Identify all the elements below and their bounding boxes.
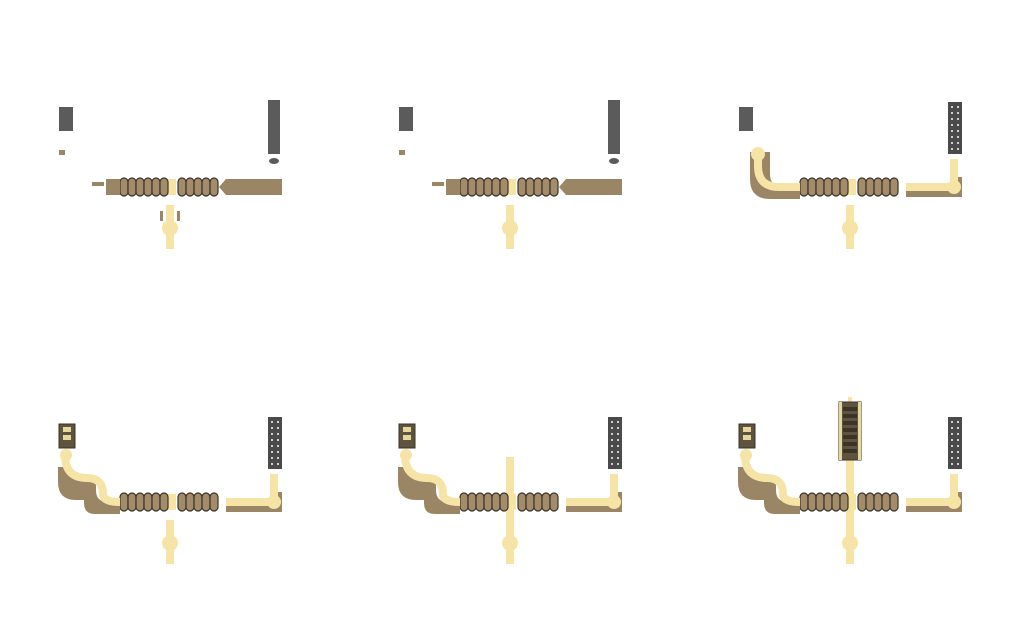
stub-bracket bbox=[177, 211, 180, 221]
frame-2-board bbox=[390, 90, 630, 290]
coil-segment bbox=[550, 178, 558, 196]
center-vertical-rail bbox=[846, 457, 854, 527]
coil-segment bbox=[476, 493, 484, 511]
chip-dot bbox=[951, 439, 953, 441]
chip-dot bbox=[957, 433, 959, 435]
chip-dot bbox=[957, 148, 959, 150]
coil-segment bbox=[152, 178, 160, 196]
chip-dot bbox=[277, 451, 279, 453]
frame-1 bbox=[50, 90, 290, 290]
chip-dot bbox=[277, 457, 279, 459]
chip-dot bbox=[617, 445, 619, 447]
chip-dot bbox=[277, 445, 279, 447]
chip-dot bbox=[271, 427, 273, 429]
coil-segment bbox=[136, 178, 144, 196]
chip-dot bbox=[277, 427, 279, 429]
coil-segment bbox=[160, 493, 168, 511]
dark-bar bbox=[608, 100, 620, 154]
chip-dot bbox=[271, 463, 273, 465]
chip-dot bbox=[951, 421, 953, 423]
chip-dot bbox=[277, 433, 279, 435]
coil-segment bbox=[500, 493, 508, 511]
coil-segment bbox=[194, 178, 202, 196]
chip-dot bbox=[957, 106, 959, 108]
elbow-rail bbox=[566, 474, 614, 502]
ladder-rung bbox=[403, 435, 411, 440]
coil-segment bbox=[866, 178, 874, 196]
frame-5-board bbox=[390, 405, 630, 605]
curve-node bbox=[740, 449, 752, 461]
coil-segment bbox=[840, 493, 848, 511]
coil-segment bbox=[178, 493, 186, 511]
coil-segment bbox=[460, 178, 468, 196]
chip-dot bbox=[277, 463, 279, 465]
chip-dot bbox=[271, 451, 273, 453]
coil-segment bbox=[136, 493, 144, 511]
chip-dot bbox=[617, 433, 619, 435]
chip-dot bbox=[957, 427, 959, 429]
chip-piece bbox=[948, 102, 962, 154]
chip-body bbox=[948, 417, 962, 469]
chip-dot bbox=[951, 457, 953, 459]
chip-dot bbox=[951, 433, 953, 435]
coil-segment bbox=[492, 178, 500, 196]
coil-segment bbox=[144, 178, 152, 196]
chip-dot bbox=[951, 106, 953, 108]
dark-block bbox=[739, 107, 753, 131]
debris bbox=[399, 150, 405, 155]
top-ladder-rung bbox=[843, 442, 857, 446]
frame-6-board bbox=[730, 405, 970, 605]
coil-segment bbox=[484, 178, 492, 196]
elbow-rail bbox=[226, 474, 274, 502]
ladder-rung bbox=[403, 427, 411, 432]
frame-6-pieces bbox=[738, 397, 962, 564]
chip-dot bbox=[951, 463, 953, 465]
chip-dot bbox=[611, 421, 613, 423]
coil-segment bbox=[832, 493, 840, 511]
frame-1-board bbox=[50, 90, 290, 290]
elbow-node bbox=[267, 495, 281, 509]
dark-block bbox=[399, 107, 413, 131]
chip-dot bbox=[957, 130, 959, 132]
coil-segment bbox=[518, 178, 526, 196]
chip-piece bbox=[268, 417, 282, 469]
chip-dot bbox=[951, 142, 953, 144]
chip-dot bbox=[951, 124, 953, 126]
chip-dot bbox=[277, 439, 279, 441]
coil-segment bbox=[128, 178, 136, 196]
bottom-node bbox=[162, 220, 178, 236]
coil-segment bbox=[500, 178, 508, 196]
bottom-node bbox=[502, 535, 518, 551]
bottom-node bbox=[162, 535, 178, 551]
frame-4 bbox=[50, 405, 290, 605]
chip-piece bbox=[948, 417, 962, 469]
frame-2 bbox=[390, 90, 630, 290]
coil-segment bbox=[808, 178, 816, 196]
corner-shadow bbox=[446, 179, 460, 195]
coil-segment bbox=[858, 178, 866, 196]
top-ladder-rung bbox=[843, 435, 857, 439]
coil-segment bbox=[808, 493, 816, 511]
chip-dot bbox=[957, 124, 959, 126]
chip-dot bbox=[617, 421, 619, 423]
chip-dot bbox=[271, 439, 273, 441]
coil-segment bbox=[858, 493, 866, 511]
chip-dot bbox=[611, 427, 613, 429]
top-ladder-rung bbox=[843, 421, 857, 425]
coil-segment bbox=[800, 493, 808, 511]
arrow-shadow bbox=[559, 179, 622, 195]
dark-block bbox=[59, 107, 73, 131]
chip-dot bbox=[957, 112, 959, 114]
coil-segment bbox=[832, 178, 840, 196]
coil-segment bbox=[144, 493, 152, 511]
debris bbox=[432, 182, 444, 186]
frame-4-board bbox=[50, 405, 290, 605]
coil-segment bbox=[542, 493, 550, 511]
coil-segment bbox=[526, 178, 534, 196]
top-ladder-rung bbox=[843, 428, 857, 432]
coil-segment bbox=[186, 493, 194, 511]
chip-dot bbox=[611, 463, 613, 465]
coil-segment bbox=[210, 178, 218, 196]
coil-segment bbox=[128, 493, 136, 511]
coil-segment bbox=[152, 493, 160, 511]
ladder-piece bbox=[399, 424, 415, 448]
coil-segment bbox=[194, 493, 202, 511]
elbow-rail bbox=[906, 159, 954, 187]
chip-dot bbox=[951, 118, 953, 120]
top-ladder-rail bbox=[858, 402, 861, 460]
chip-dot bbox=[957, 439, 959, 441]
chip-dot bbox=[957, 451, 959, 453]
coil-segment bbox=[550, 493, 558, 511]
elbow-node bbox=[607, 495, 621, 509]
chip-dot bbox=[957, 463, 959, 465]
coil-segment bbox=[874, 493, 882, 511]
top-ladder-rung bbox=[843, 414, 857, 418]
coil-segment bbox=[534, 178, 542, 196]
chip-dot bbox=[957, 142, 959, 144]
chip-dot bbox=[277, 421, 279, 423]
chip-dot bbox=[951, 451, 953, 453]
bottom-node bbox=[842, 220, 858, 236]
coil-segment bbox=[890, 493, 898, 511]
chip-dot bbox=[611, 451, 613, 453]
chip-dot bbox=[617, 463, 619, 465]
chip-body bbox=[948, 102, 962, 154]
coil-segment bbox=[824, 493, 832, 511]
chip-dot bbox=[951, 112, 953, 114]
chip-dot bbox=[271, 457, 273, 459]
curve-node bbox=[60, 449, 72, 461]
chip-dot bbox=[611, 433, 613, 435]
coil-segment bbox=[874, 178, 882, 196]
coil-segment bbox=[460, 493, 468, 511]
elbow-rail bbox=[906, 474, 954, 502]
coil-segment bbox=[178, 178, 186, 196]
bottom-node bbox=[502, 220, 518, 236]
ladder-piece bbox=[739, 424, 755, 448]
frame-4-pieces bbox=[58, 417, 282, 564]
coil-segment bbox=[882, 178, 890, 196]
chip-dot bbox=[271, 445, 273, 447]
coil-segment bbox=[518, 493, 526, 511]
chip-dot bbox=[617, 457, 619, 459]
frame-2-pieces bbox=[399, 100, 622, 249]
coil-segment bbox=[800, 178, 808, 196]
bar-drip bbox=[269, 158, 279, 164]
coil-segment bbox=[468, 493, 476, 511]
bar-drip bbox=[609, 158, 619, 164]
elbow-node bbox=[947, 495, 961, 509]
ladder-piece bbox=[59, 424, 75, 448]
debris bbox=[59, 150, 65, 155]
coil-segment bbox=[492, 493, 500, 511]
frame-3-pieces bbox=[739, 102, 962, 249]
coil-segment bbox=[816, 493, 824, 511]
coil-segment bbox=[840, 178, 848, 196]
chip-dot bbox=[951, 427, 953, 429]
chip-dot bbox=[611, 457, 613, 459]
chip-dot bbox=[617, 439, 619, 441]
top-ladder-rung bbox=[843, 407, 857, 411]
frame-5-pieces bbox=[398, 417, 622, 564]
chip-dot bbox=[271, 421, 273, 423]
coil-segment bbox=[824, 178, 832, 196]
coil-segment bbox=[186, 178, 194, 196]
ladder-rung bbox=[63, 427, 71, 432]
coil-segment bbox=[484, 493, 492, 511]
frame-3 bbox=[730, 90, 970, 290]
chip-body bbox=[268, 417, 282, 469]
debris bbox=[92, 182, 104, 186]
frame-5 bbox=[390, 405, 630, 605]
coil-segment bbox=[890, 178, 898, 196]
center-vertical-rail bbox=[506, 457, 514, 527]
coil-segment bbox=[866, 493, 874, 511]
chip-piece bbox=[608, 417, 622, 469]
coil-segment bbox=[202, 178, 210, 196]
chip-dot bbox=[957, 445, 959, 447]
elbow-node bbox=[947, 180, 961, 194]
frame-6 bbox=[730, 405, 970, 605]
chip-dot bbox=[611, 445, 613, 447]
coil-segment bbox=[120, 178, 128, 196]
chip-dot bbox=[951, 148, 953, 150]
frame-1-pieces bbox=[59, 100, 282, 249]
coil-segment bbox=[526, 493, 534, 511]
chip-body bbox=[608, 417, 622, 469]
coil-segment bbox=[210, 493, 218, 511]
coil-segment bbox=[476, 178, 484, 196]
coil-segment bbox=[120, 493, 128, 511]
chip-dot bbox=[617, 427, 619, 429]
top-ladder-rail bbox=[839, 402, 842, 460]
chip-dot bbox=[271, 433, 273, 435]
corner-shadow bbox=[106, 179, 120, 195]
coil-segment bbox=[160, 178, 168, 196]
coil-segment bbox=[534, 493, 542, 511]
coil-segment bbox=[468, 178, 476, 196]
curve-node bbox=[751, 147, 765, 161]
chip-dot bbox=[957, 136, 959, 138]
ladder-rung bbox=[743, 435, 751, 440]
frame-3-board bbox=[730, 90, 970, 290]
coil-segment bbox=[816, 178, 824, 196]
coil-segment bbox=[882, 493, 890, 511]
chip-dot bbox=[951, 445, 953, 447]
arrow-shadow bbox=[219, 179, 282, 195]
ladder-rung bbox=[743, 427, 751, 432]
coil-segment bbox=[202, 493, 210, 511]
ladder-rung bbox=[63, 435, 71, 440]
chip-dot bbox=[611, 439, 613, 441]
chip-dot bbox=[957, 118, 959, 120]
chip-dot bbox=[617, 451, 619, 453]
dark-bar bbox=[268, 100, 280, 154]
chip-dot bbox=[957, 457, 959, 459]
top-ladder-rung bbox=[843, 449, 857, 453]
chip-dot bbox=[951, 130, 953, 132]
coil-segment bbox=[542, 178, 550, 196]
stub-bracket bbox=[160, 211, 163, 221]
top-ladder bbox=[839, 402, 861, 460]
chip-dot bbox=[957, 421, 959, 423]
chip-dot bbox=[951, 136, 953, 138]
bottom-node bbox=[842, 535, 858, 551]
curve-node bbox=[400, 449, 412, 461]
